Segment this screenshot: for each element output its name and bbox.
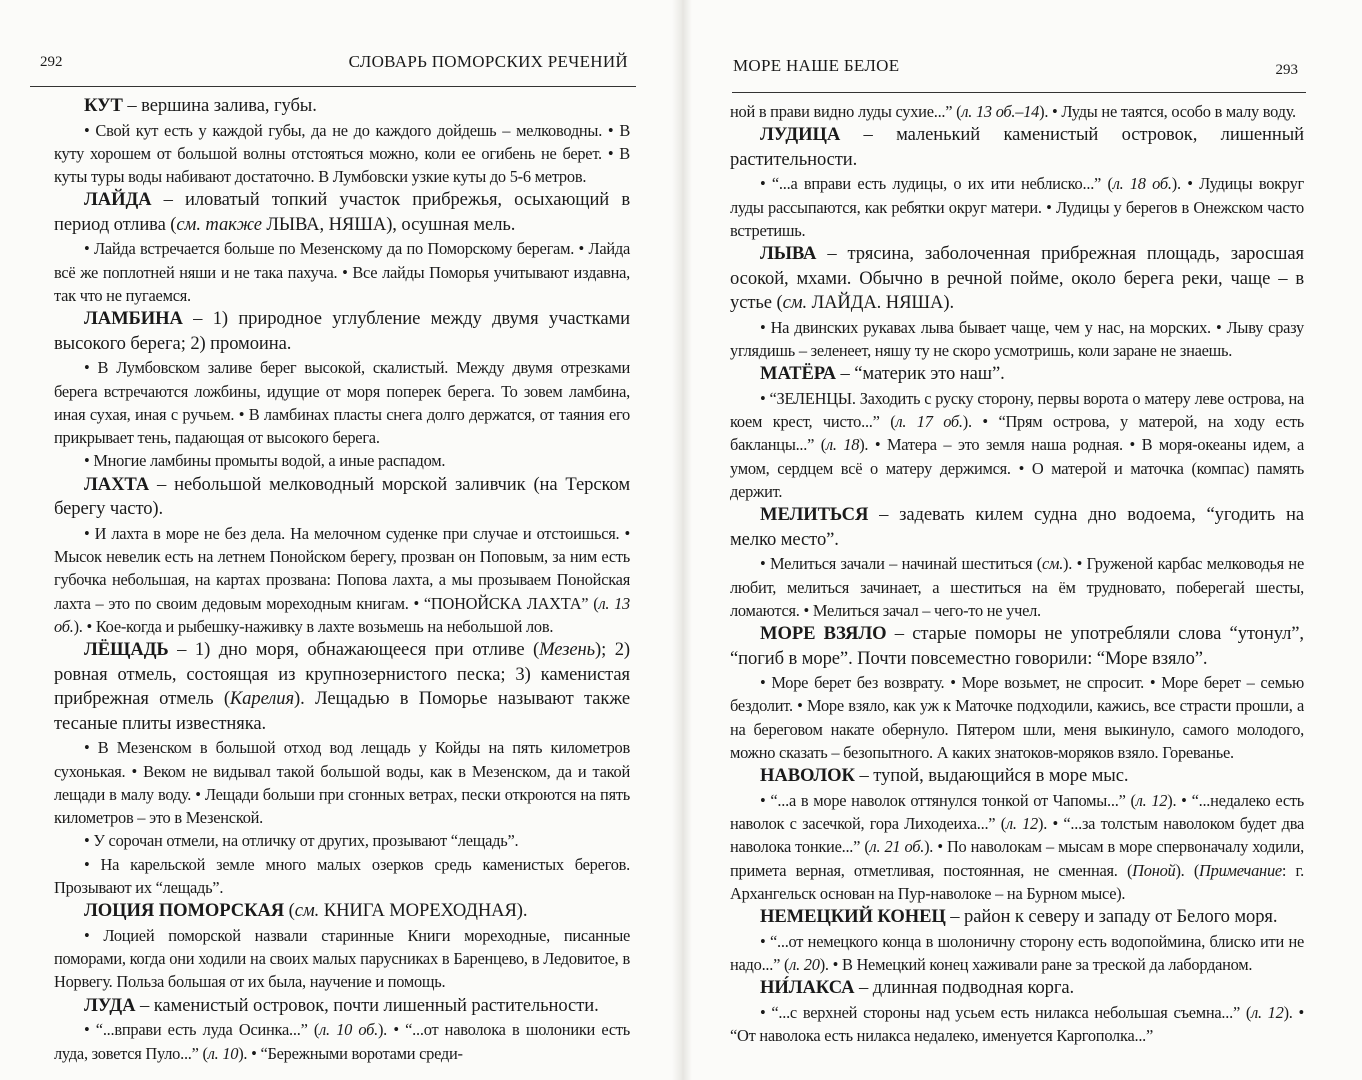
page-number: 293 xyxy=(1275,62,1298,78)
entry-example xyxy=(54,522,630,638)
text-run: – иловатый топкий участок прибрежья, осыхающий в период отлива ( xyxy=(54,189,630,235)
dictionary-entry-heading xyxy=(730,764,1304,789)
headword: ЛЫВА xyxy=(760,243,817,265)
text-run: : г. Архангельск основан на Пур-наволоке – на Бурном мысе). xyxy=(730,860,1304,904)
text-run: • Многие ламбины промыты водой, а иные распадом. xyxy=(84,451,446,471)
headword: ЛАХТА xyxy=(84,473,150,495)
italic-reference: л. 12 xyxy=(1005,814,1039,834)
headword: ЛУДИЦА xyxy=(760,124,841,146)
page-body xyxy=(730,100,1304,1048)
italic-reference: Карелия xyxy=(229,688,295,710)
text-run: • И лахта в море не без дела. На мелочном суденке при случае и отстоишься. • Мысок невелик есть на летнем Понойском берегу, прозван он Поповым, за ним есть губочка небольшая, на картах прозвана: Попова лахта, а мы прозываем Понойская лахта – это по своим дедовым мореходным книгам. • “ПОНОЙСКА ЛАХТА” ( xyxy=(54,523,630,613)
headword: КУТ xyxy=(84,95,123,116)
entry-example xyxy=(54,119,630,189)
text-run: • У сорочан отмели, на отличку от других, прозывают “лещадь”. xyxy=(84,831,519,851)
dictionary-entry-heading xyxy=(54,638,630,736)
entry-example xyxy=(730,316,1304,363)
headword: ЛЁЩАДЬ xyxy=(84,639,169,661)
text-run: – тупой, выдающийся в море мыс. xyxy=(854,765,1129,787)
entry-example xyxy=(730,1001,1304,1048)
text-run: • На двинских рукавах лыва бывает чаще, чем у нас, на морских. • Лыву сразу углядишь – зеленеет, няшу ту не скоро усмотришь, коли заране не знаешь. xyxy=(730,317,1304,360)
text-run: – маленький каменистый островок, лишенный растительности. xyxy=(730,124,1304,170)
text-run: ЛАЙДА. НЯША). xyxy=(807,292,955,314)
text-run: • Лайда встречается больше по Мезенскому да по Поморскому берегам. • Лайда всё же поплотней няши и не така пахуча. • Все лайды Поморья учитывают издавна, так что не пугаемся. xyxy=(54,239,630,305)
dictionary-entry-heading xyxy=(54,473,630,522)
text-run: • В Мезенском в большой отход вод лещадь у Койды на пять километров сухонькая. • Веком не видывал такой большой воды, как в Мезенском, да и такой лещади в малу воду. • Лещади больши при сгонных ветрах, пески откроются на пять километров – это в Мезенской. xyxy=(54,738,630,828)
text-run: ). • Матера – это земля наша родная. • В моря-океаны идем, а умом, сердцем всё о матеру держимся. • О матерой и маточка (компас) память держит. xyxy=(730,435,1304,501)
dictionary-entry-heading xyxy=(730,622,1304,671)
headword: МЕЛИТЬСЯ xyxy=(760,504,869,526)
dictionary-entry-heading xyxy=(730,242,1304,316)
italic-reference: Мезень xyxy=(539,639,595,661)
italic-reference: см. также xyxy=(176,213,262,235)
headword: НЕМЕЦКИЙ КОНЕЦ xyxy=(760,906,946,928)
dictionary-entry-heading xyxy=(54,94,630,119)
dictionary-entry-heading xyxy=(54,899,630,924)
dictionary-entry-heading xyxy=(730,503,1304,552)
text-run: • “ЗЕЛЕНЦЫ. Заходить с руску сторону, первы ворота о матеру леве острова, на коем крест, чисто...” ( xyxy=(730,388,1304,432)
text-run: – задевать килем судна дно водоема, “угодить на мелко место”. xyxy=(730,504,1304,550)
italic-reference: л. 13 об.–14 xyxy=(961,102,1040,121)
text-run: ). ( xyxy=(1175,860,1200,880)
right-page xyxy=(692,0,1362,1080)
entry-example xyxy=(54,853,630,900)
italic-reference: см. xyxy=(1041,554,1064,574)
italic-reference: см. xyxy=(782,292,808,314)
dictionary-entry-heading xyxy=(54,307,630,356)
text-run: • Лоцией поморской назвали старинные Книги мореходные, писанные поморами, когда они ходили на своих малых парусниках в Баренцево, в Ледовитое, в Норвегу. Польза большая от их была, научение и помощь. xyxy=(54,925,630,992)
text-run: – каменистый островок, почти лишенный растительности. xyxy=(135,994,599,1016)
text-run: ). • “...за толстым наволоком будет два наволока тонкие...” ( xyxy=(730,814,1304,857)
dictionary-entry-heading xyxy=(730,362,1304,387)
text-run: ); 2) ровная отмель, состоящая из крупнозернистого песка; 3) каменистая прибрежная отмель ( xyxy=(54,639,630,710)
text-run: • “...вправи есть луда Осинка...” ( xyxy=(84,1020,320,1040)
italic-reference: см. xyxy=(294,900,320,922)
entry-example xyxy=(54,449,630,472)
entry-example xyxy=(54,1018,630,1065)
headword: ЛАЙДА xyxy=(84,189,152,211)
entry-example xyxy=(54,924,630,994)
text-run: • “...с верхней стороны над усьем есть нилакса небольшая съемна...” ( xyxy=(760,1002,1252,1022)
text-run: • Море берет без возврату. • Море возьмет, не спросит. • Море берет – семью бездолит. • Море взяло, как уж к Маточке подходили, кажись, все страсти прошли, а на береговом накате обернуло. Пятером шли, меня выкинуло, самого молодого, можно сказать – безопытного. А каких знатоков-моряков взяло. Гореванье. xyxy=(730,673,1304,763)
italic-reference: Примечание xyxy=(1199,860,1282,880)
text-run: ). Лещадью в Поморье называют также тесаные плиты известняка. xyxy=(54,688,630,734)
text-run: – трясина, заболоченная прибрежная площадь, заросшая осокой, мхами. Обычно в речной пойме, около берега реки, чаще – в устье ( xyxy=(730,243,1304,314)
italic-reference: л. 13 об. xyxy=(54,593,630,636)
entry-example xyxy=(730,387,1304,503)
text-run: – небольшой мелководный морской заливчик (на Терском берегу часто). xyxy=(54,473,630,520)
text-run: ЛЫВА, НЯША), осушная мель. xyxy=(261,213,516,235)
page-number: 292 xyxy=(40,54,63,70)
entry-example xyxy=(730,552,1304,622)
page-body xyxy=(54,94,630,1065)
headword: МОРЕ ВЗЯЛО xyxy=(760,623,887,645)
header-rule xyxy=(30,86,636,87)
text-run: ). • Кое-когда и рыбешку-наживку в лахте возьмешь на небольшой лов. xyxy=(73,616,554,636)
italic-reference: л. 21 об. xyxy=(869,837,925,857)
text-run: ( xyxy=(284,900,295,922)
entry-example xyxy=(54,736,630,829)
entry-example xyxy=(730,172,1304,242)
headword: НИ́ЛАКСА xyxy=(760,977,855,999)
italic-reference: л. 12 xyxy=(1135,790,1168,810)
running-title: МОРЕ НАШЕ БЕЛОЕ xyxy=(733,56,900,75)
text-run: – длинная подводная корга. xyxy=(854,977,1075,999)
italic-reference: л. 20 xyxy=(789,955,820,975)
entry-example xyxy=(54,356,630,449)
text-run: – “материк это наш”. xyxy=(835,363,1005,385)
italic-reference: л. 18 xyxy=(825,435,860,455)
text-run: – вершина залива, губы. xyxy=(122,95,317,116)
book-spine xyxy=(672,0,692,1080)
continued-text xyxy=(730,100,1304,123)
headword: НАВОЛОК xyxy=(760,765,855,787)
text-run: ). • “Прям острова, у матерой, на ходу есть бакланцы...” ( xyxy=(730,412,1305,455)
italic-reference: л. 12 xyxy=(1251,1002,1284,1022)
entry-example xyxy=(54,237,630,307)
dictionary-entry-heading xyxy=(730,905,1304,930)
text-run: ). • “...от наволока в шолоники есть луда, зовется Пуло...” ( xyxy=(54,1020,630,1063)
text-run: – старые поморы не употребляли слова “утонул”, “погиб в море”. Почти повсеместно говорили: “Море взяло”. xyxy=(730,623,1304,669)
left-page xyxy=(0,0,672,1080)
entry-example xyxy=(730,930,1304,977)
text-run: ). • По наволокам – мысам в море спервоначалу ходили, примета верная, отметливая, постоянная, не сменная. ( xyxy=(730,837,1304,880)
text-run: • Свой кут есть у каждой губы, да не до каждого дойдешь – мелководны. • В куту хорошем от большой волны отстояться можно, коли ее огибень не берет. • В куты туры воды набивают достаточно. В Лумбовски узкие куты до 5-6 метров. xyxy=(54,120,630,187)
entry-example xyxy=(54,829,630,852)
text-run: • На карельской земле много малых озерков средь каменистых берегов. Прозывают их “лещадь”. xyxy=(54,854,630,898)
text-run: – 1) природное углубление между двумя участками высокого берега; 2) промоина. xyxy=(54,308,630,354)
text-run: • “...а вправи есть лудицы, о их ити неблиско...” ( xyxy=(760,174,1113,194)
dictionary-entry-heading xyxy=(54,188,630,237)
text-run: ). • В Немецкий конец хаживали ране за треской да лаборданом. xyxy=(819,955,1253,975)
text-run: КНИГА МОРЕХОДНАЯ). xyxy=(319,900,528,922)
text-run: • “...от немецкого конца в шолоничну сторону есть водопоймина, блиско ити не надо...” ( xyxy=(730,931,1304,975)
italic-reference: л. 10 xyxy=(207,1043,239,1063)
text-run: • В Лумбовском заливе берег высокой, скалистый. Между двумя отрезками берега встречаются ложбины, идущие от моря поперек берега. То зовем ламбина, иная сухая, иная с ручьем. • В ламбинах пласты снега долго держатся, от таяния его прикрывает тень, падающая от высокого берега. xyxy=(54,358,630,448)
text-run: ). • “Бережными воротами среди- xyxy=(238,1043,463,1063)
italic-reference: Поной xyxy=(1132,860,1176,880)
text-run: • “...а в море наволок оттянулся тонкой от Чапомы...” ( xyxy=(760,790,1136,810)
text-run: ). • Лудицы вокруг луды рассыпаются, как ребятки округ матери. • Лудицы у берегов в Онежском часто встретишь. xyxy=(730,174,1304,240)
entry-example xyxy=(730,671,1304,764)
headword: МАТЁРА xyxy=(760,363,836,385)
text-run: – район к северу и западу от Белого моря. xyxy=(945,906,1278,928)
text-run: ). • Луды не таятся, особо в малу воду. xyxy=(1039,102,1296,121)
text-run: • Мелиться зачали – начинай шеститься ( xyxy=(760,554,1042,574)
dictionary-entry-heading xyxy=(730,123,1304,172)
text-run: ). • Груженой карбас мелководья не любит, мелиться зачинает, а шеститься на ём трудновато, поберегай шесты, ломаются. • Мелиться зачал – чего-то не учел. xyxy=(730,554,1304,620)
text-run: – 1) дно моря, обнажающееся при отливе ( xyxy=(168,639,540,661)
dictionary-entry-heading xyxy=(730,976,1304,1001)
italic-reference: л. 18 об. xyxy=(1112,174,1172,194)
headword: ЛАМБИНА xyxy=(84,308,183,330)
headword: ЛОЦИЯ ПОМОРСКАЯ xyxy=(84,900,285,922)
italic-reference: л. 17 об. xyxy=(895,412,963,432)
dictionary-entry-heading xyxy=(54,994,630,1019)
text-run: ной в прави видно луды сухие...” ( xyxy=(730,102,962,121)
italic-reference: л. 10 об. xyxy=(319,1020,378,1040)
text-run: ). • “...недалеко есть наволок с засечкой, гора Лиходеиха...” ( xyxy=(730,790,1304,834)
text-run: ). • “От наволока есть нилакса недалеко, именуется Каргополка...” xyxy=(730,1002,1304,1046)
running-title: СЛОВАРЬ ПОМОРСКИХ РЕЧЕНИЙ xyxy=(348,52,628,71)
header-rule xyxy=(732,92,1306,93)
entry-example xyxy=(730,789,1304,905)
headword: ЛУДА xyxy=(84,994,136,1016)
